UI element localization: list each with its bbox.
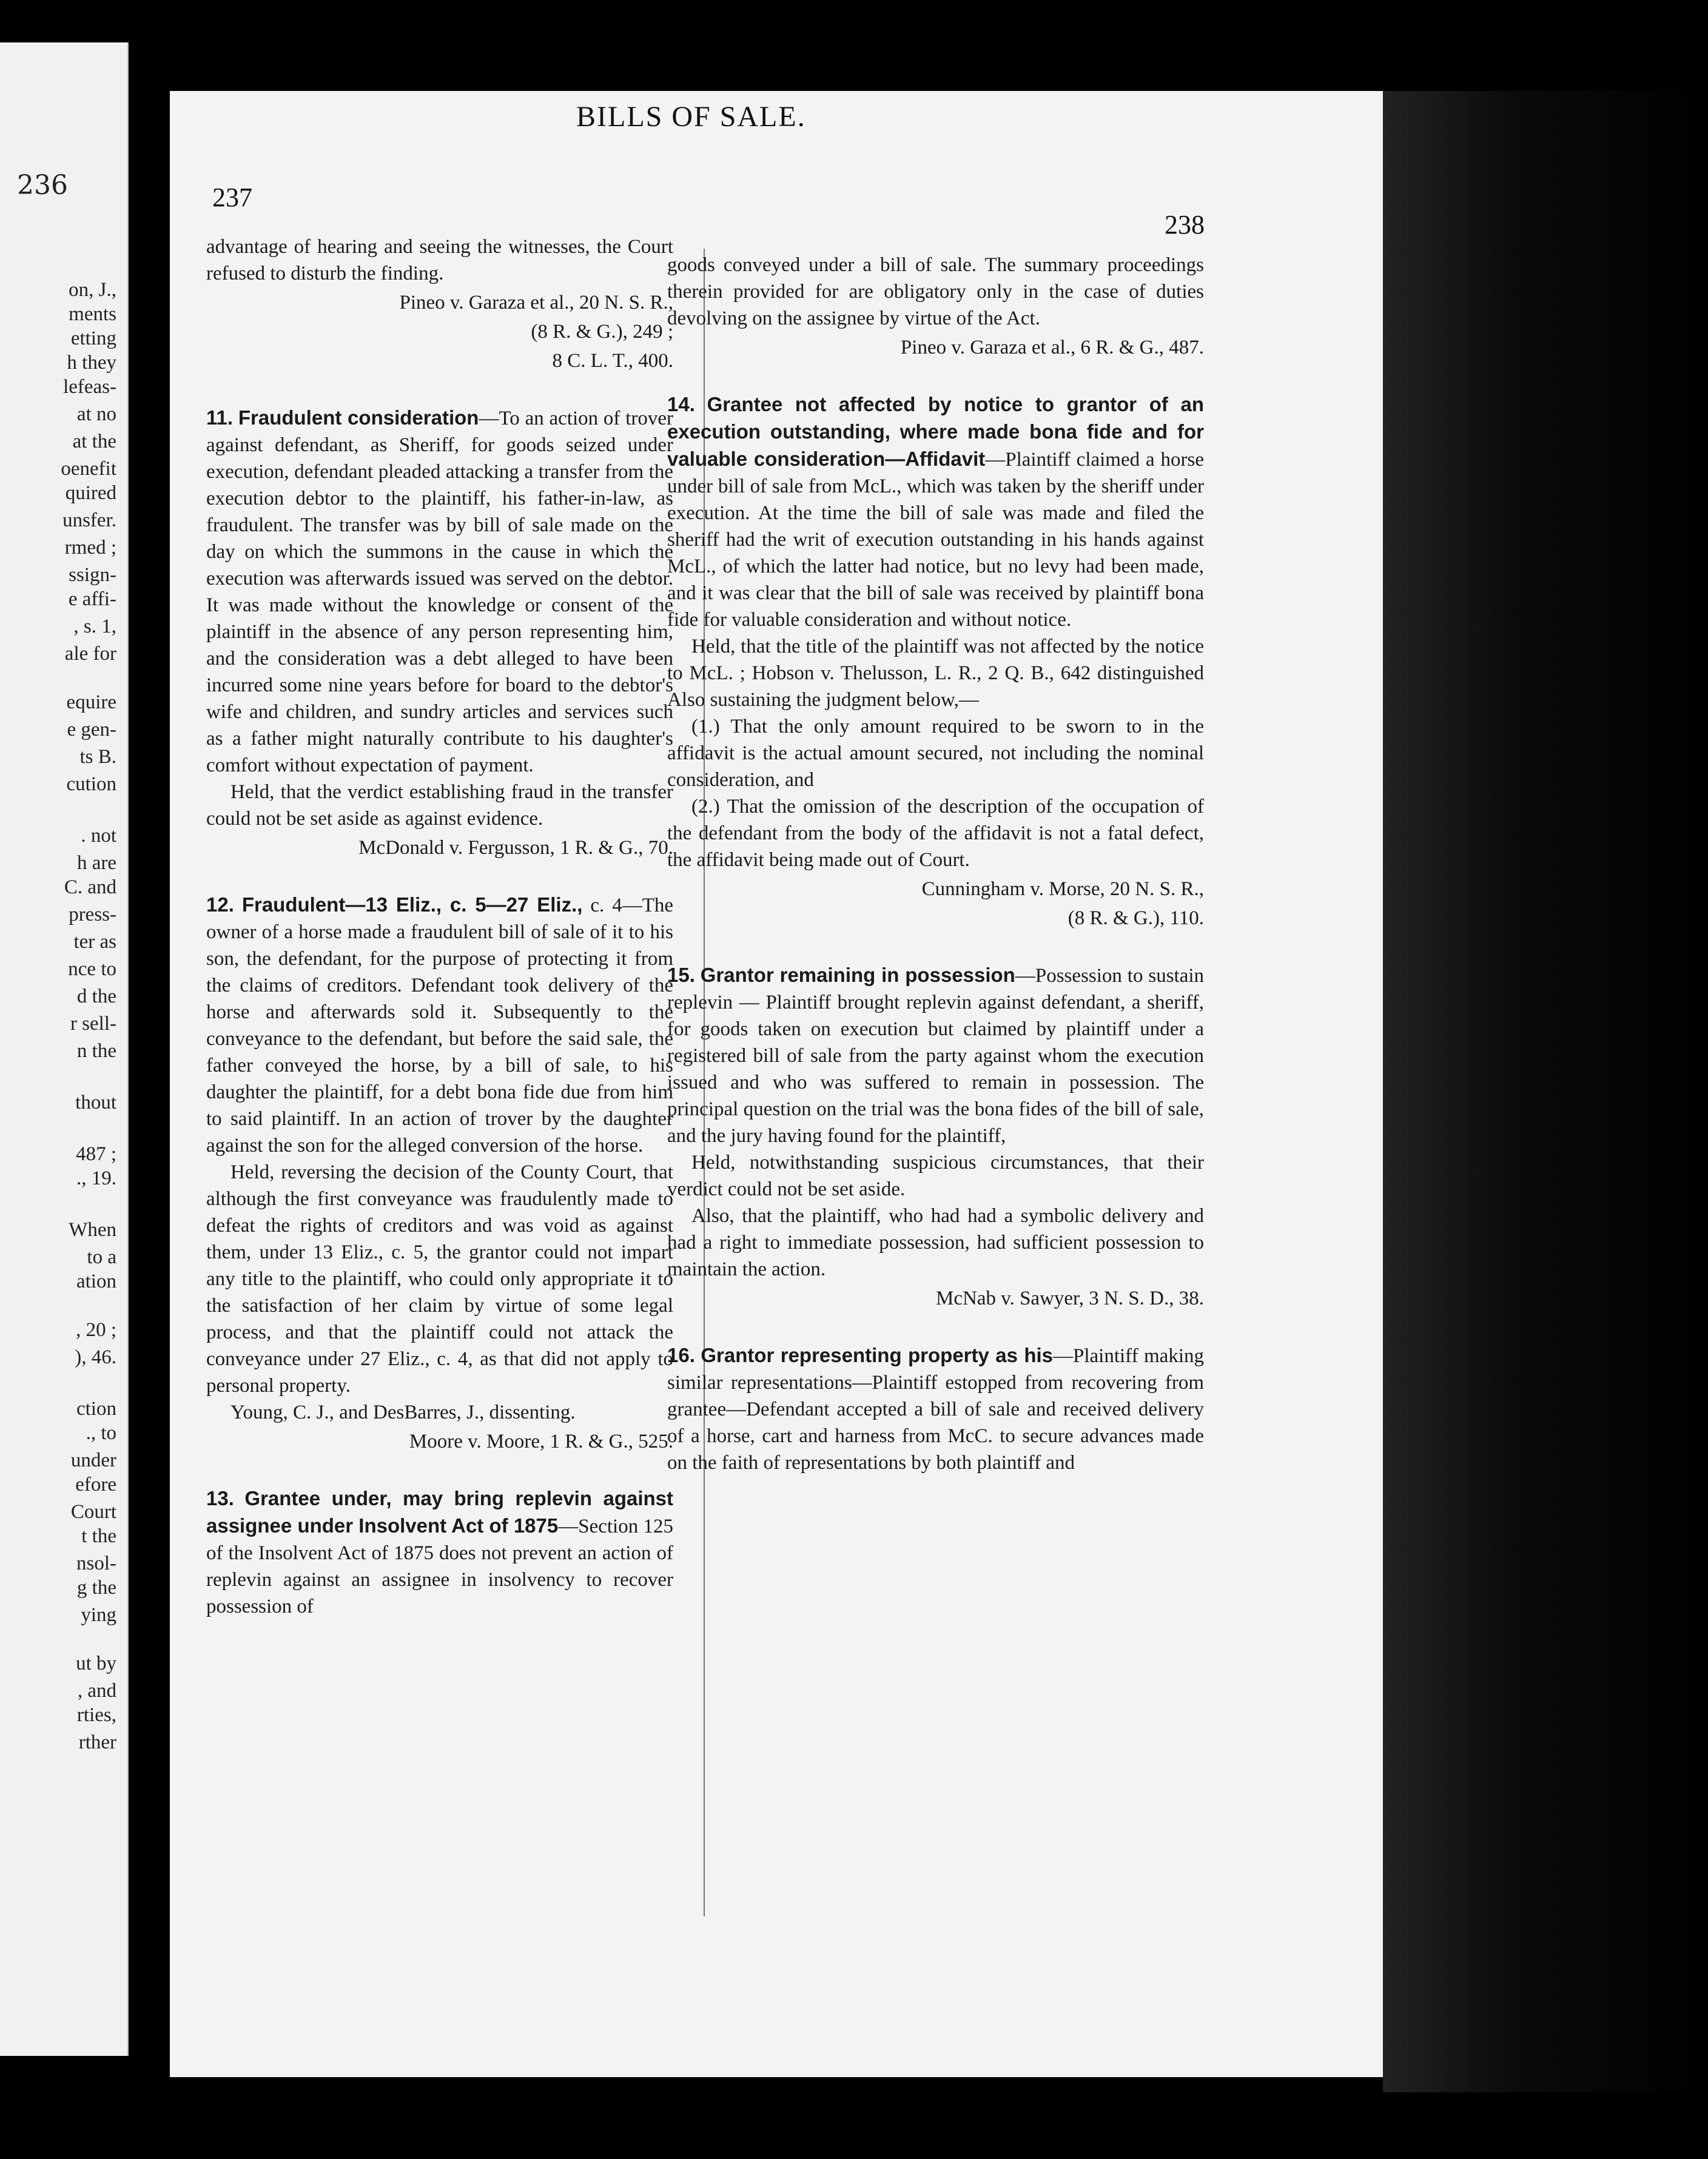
left-page-fragment: ying	[81, 1604, 116, 1626]
section-number: 11.	[206, 406, 234, 429]
citation: McDonald v. Fergusson, 1 R. & G., 70.	[358, 837, 673, 859]
left-page-number: 236	[17, 170, 68, 201]
left-page-fragment: , 20 ;	[76, 1319, 116, 1341]
left-page-fragment: d the	[76, 985, 116, 1007]
section-body: —Section 125 of the Insolvent Act of 1875 does not prevent an action of replevin against an assignee in insolvency to recover possession of	[206, 1516, 673, 1617]
left-page-fragment: r sell-	[70, 1013, 116, 1035]
citation: (8 R. & G.), 249 ;	[531, 321, 673, 343]
left-page-fragment: nce to	[68, 958, 116, 980]
held-paragraph: Held, reversing the decision of the County Court, that although the first conveyance was fraudulently made to defeat the rights of creditors and was void as against them, under 13 Eliz., c. 5, the grantor could not impart any title to the plaintiff, who could only appropriate it to the satisfaction of her claim by virtue of some legal process, and that the plaintiff could not attack the conveyance under 27 Eliz., c. 4, as that did not apply to personal property.	[206, 1161, 673, 1397]
left-page-fragment: . not	[81, 825, 116, 847]
running-head: BILLS OF SALE.	[576, 101, 806, 133]
section-heading: Grantor representing property as his	[701, 1344, 1053, 1366]
left-page-fragment: ter as	[73, 931, 116, 953]
left-page-fragment: etting	[70, 327, 116, 349]
left-page-fragment: ssign-	[69, 564, 116, 586]
section-13	[206, 1485, 673, 1620]
held-paragraph: Held, that the verdict establishing fraud in the transfer could not be set aside as against evidence.	[206, 781, 673, 830]
held-paragraph: Held, notwithstanding suspicious circumstances, that their verdict could not be set aside.	[667, 1152, 1204, 1200]
section-body: —Plaintiff making similar representations—Plaintiff estopped from recovering from grantee—Defendant accepted a bill of sale and received delivery of a horse, cart and harness from McC. to secure advances made on the faith of representations by both plaintiff and	[667, 1345, 1205, 1474]
section-12	[206, 891, 673, 1159]
right-column	[667, 252, 1204, 1476]
held-paragraph: Held, that the title of the plaintiff was not affected by the notice to McL. ; Hobson v. Thelusson, L. R., 2 Q. B., 642 distinguished Also sustaining the judgment below,—	[667, 636, 1204, 711]
page-number-238: 238	[1165, 210, 1205, 240]
left-page-fragment: under	[70, 1449, 116, 1471]
left-page-fragment: g the	[76, 1577, 116, 1599]
section-15	[667, 962, 1204, 1149]
citation: 8 C. L. T., 400.	[552, 350, 673, 372]
left-page-fragment: ation	[76, 1271, 116, 1292]
left-page-fragment: When	[69, 1219, 116, 1241]
left-page-fragment: ., to	[86, 1422, 116, 1444]
left-page-fragment: at no	[76, 403, 116, 425]
left-page-fragment: ale for	[64, 643, 116, 665]
section-number: 12.	[206, 893, 234, 916]
section-number: 14.	[667, 393, 695, 415]
section-number: 15.	[667, 964, 695, 986]
left-page-fragment: h they	[67, 352, 116, 374]
left-page-fragment: equire	[66, 691, 116, 713]
left-page-fragment: on, J.,	[69, 279, 116, 301]
section-heading: Grantor remaining in possession	[700, 964, 1015, 986]
left-page-fragment: t the	[81, 1525, 116, 1547]
section-16	[667, 1342, 1204, 1476]
left-page-fragment: ., 19.	[76, 1167, 116, 1189]
left-page-fragment: ut by	[76, 1653, 116, 1674]
left-page-fragment: e affi-	[68, 588, 116, 610]
citation: McNab v. Sawyer, 3 N. S. D., 38.	[936, 1288, 1204, 1309]
citation: Cunningham v. Morse, 20 N. S. R.,	[921, 878, 1204, 900]
section-heading: Grantee under, may bring replevin against assignee under Insolvent Act of 1875	[206, 1487, 673, 1537]
intro-text: advantage of hearing and seeing the witnesses, the Court refused to disturb the finding.	[206, 236, 673, 284]
left-page-fragment: nsol-	[76, 1553, 116, 1574]
left-page-fragment: quired	[65, 482, 116, 504]
left-column	[206, 233, 673, 1620]
also-paragraph: Also, that the plaintiff, who had had a symbolic delivery and had a right to immediate possession, had sufficient possession to maintain the action.	[667, 1205, 1204, 1280]
left-page-fragment: e gen-	[67, 719, 116, 740]
section-14	[667, 391, 1204, 633]
left-page-fragment: ments	[69, 303, 116, 325]
book-edge-shadow	[1383, 91, 1708, 2092]
left-page-fragment: , s. 1,	[73, 616, 116, 637]
left-page-fragment: to a	[87, 1246, 116, 1268]
section-body: —Possession to sustain replevin — Plaintiff brought replevin against defendant, a sheriff, for goods taken on execution but claimed by plaintiff under a registered bill of sale from the party against whom the execution issued and who was suffered to remain in possession. The principal question on the trial was the bona fides of the bill of sale, and the jury having found for the plaintiff,	[667, 965, 1205, 1147]
left-page-fragment: , and	[77, 1680, 116, 1702]
citation: (8 R. & G.), 110.	[1068, 907, 1204, 929]
left-page-fragment: unsfer.	[62, 509, 116, 531]
intro-text: goods conveyed under a bill of sale. The summary proceedings therein provided for are obligatory only in the case of duties devolving on the assignee by virtue of the Act.	[667, 254, 1204, 329]
citation: Pineo v. Garaza et al., 20 N. S. R.,	[399, 292, 673, 314]
left-page-fragment: oenefit	[61, 458, 116, 480]
list-item: (2.) That the omission of the description of the occupation of the defendant from the body of the affidavit is not a fatal defect, the affidavit being made out of Court.	[667, 796, 1204, 871]
section-heading: Grantee not affected by notice to grantor of an execution outstanding, where made bona fide and for valuable consideration—Affidavit	[667, 393, 1205, 470]
left-page-fragment: rther	[78, 1731, 116, 1753]
left-page-fragment: rties,	[76, 1704, 116, 1726]
left-page-fragment: lefeas-	[63, 376, 116, 398]
left-page-fragment: efore	[75, 1474, 116, 1496]
left-page-fragment: ts B.	[79, 746, 116, 768]
left-page-fragment: ), 46.	[75, 1346, 116, 1368]
citation: Moore v. Moore, 1 R. & G., 525.	[409, 1431, 673, 1452]
section-body: c. 4—The owner of a horse made a fraudulent bill of sale of it to his son, the defendant, for the purpose of protecting it from the claims of creditors. Defendant took delivery of the horse and afterwards sold it. Subsequently to the conveyance to the defendant, but before the said sale, the father conveyed the horse, by a bill of sale, to his daughter the plaintiff, for a debt bona fide due from him to said plaintiff. In an action of trover by the daughter against the son for the alleged conversion of the horse.	[206, 895, 674, 1157]
section-number: 16.	[667, 1344, 695, 1366]
left-page-edge	[0, 42, 129, 2056]
section-body: —To an action of trover against defendant, as Sheriff, for goods seized under execution, defendant pleaded attacking a transfer from the execution debtor to the plaintiff, his father-in-law, as fraudulent. The transfer was by bill of sale made on the day on which the summons in the cause in which the execution was afterwards issued was served on the debtor. It was made without the knowledge or consent of the plaintiff in the absence of any person representing him, and the consideration was a debt alleged to have been incurred some nine years before for board to the debtor's wife and children, and sundry articles and services such as a father might naturally contribute to his daughter's comfort without expectation of payment.	[206, 408, 673, 776]
left-page-fragment: C. and	[64, 876, 116, 898]
list-item: (1.) That the only amount required to be sworn to in the affidavit is the actual amount secured, not including the nominal consideration, and	[667, 716, 1204, 791]
left-page-fragment: n the	[76, 1040, 116, 1062]
section-heading: Fraudulent—13 Eliz., c. 5—27 Eliz.,	[241, 893, 583, 916]
left-page-fragment: Court	[70, 1501, 116, 1523]
section-number: 13.	[206, 1487, 234, 1509]
left-page-fragment: thout	[75, 1092, 116, 1113]
left-page-fragment: h are	[76, 852, 116, 874]
page-number-237: 237	[212, 183, 252, 212]
citation: Pineo v. Garaza et al., 6 R. & G., 487.	[900, 337, 1204, 358]
left-page-fragment: rmed ;	[64, 537, 116, 559]
left-page-fragment: 487 ;	[76, 1143, 116, 1165]
section-heading: Fraudulent consideration	[238, 406, 479, 429]
section-body: —Plaintiff claimed a horse under bill of sale from McL., which was taken by the sheriff under execution. At the time the bill of sale was made and filed the sheriff had the writ of execution outstanding in his hands against McL., of which the latter had notice, but no levy had been made, and it was clear that the bill of sale was received by plaintiff bona fide for valuable consideration and without notice.	[667, 449, 1204, 631]
left-page-fragment: ction	[76, 1398, 116, 1420]
dissent-line: Young, C. J., and DesBarres, J., dissenting.	[230, 1402, 576, 1423]
left-page-fragment: at the	[72, 431, 116, 452]
section-11	[206, 405, 673, 779]
left-page-fragment: press-	[69, 904, 116, 925]
left-page-fragment: cution	[66, 773, 116, 795]
